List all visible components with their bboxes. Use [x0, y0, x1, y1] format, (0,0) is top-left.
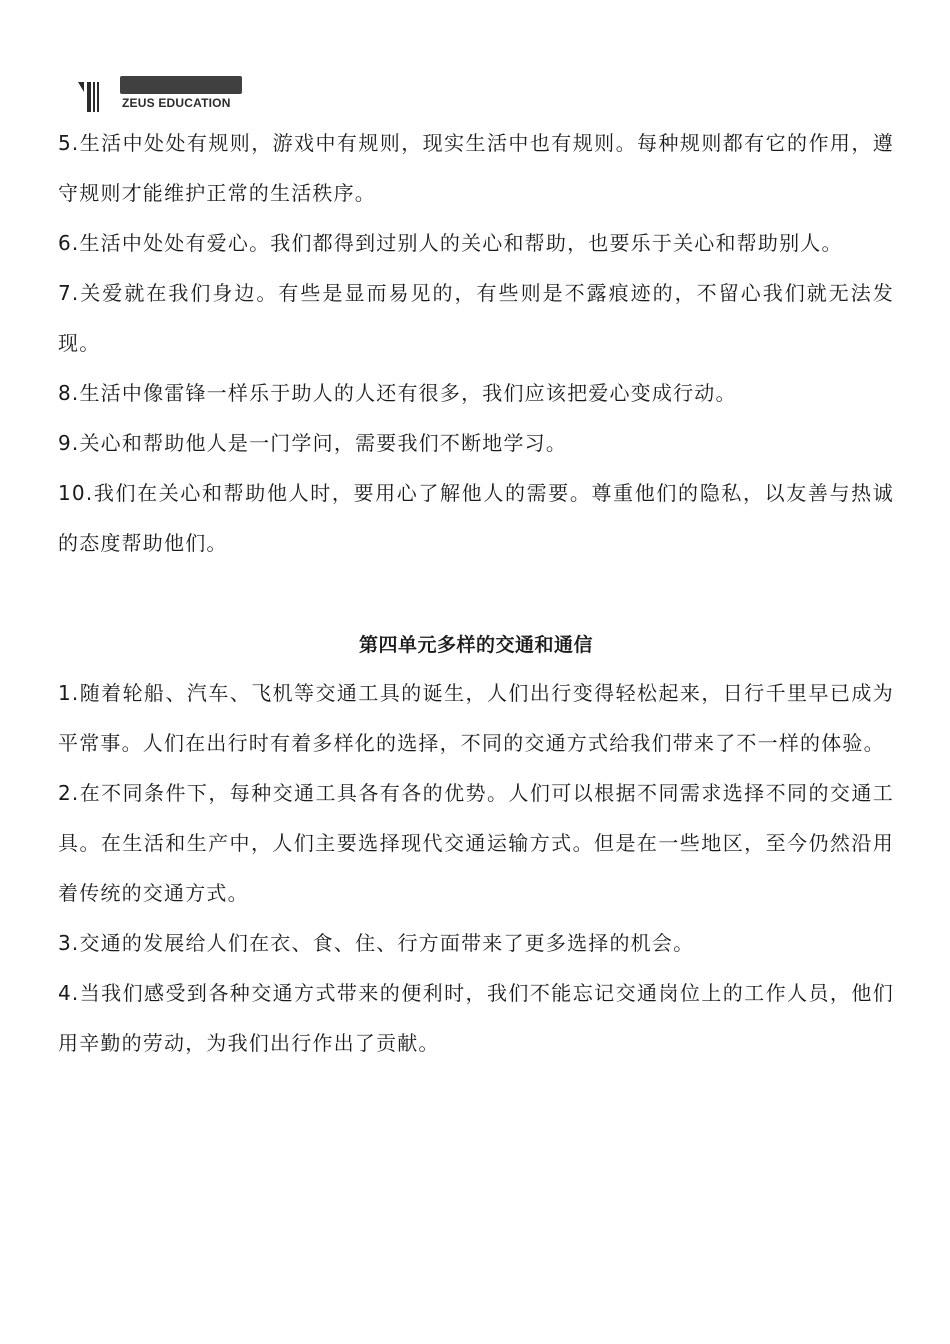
paragraph-prev-6: 6.生活中处处有爱心。我们都得到过别人的关心和帮助，也要乐于关心和帮助别人。	[58, 231, 843, 255]
paragraph-prev-7: 7.关爱就在我们身边。有些是显而易见的，有些则是不露痕迹的，不留心我们就无法发现。	[58, 281, 894, 355]
document-body	[58, 118, 894, 1068]
paragraph-unit4-4: 4.当我们感受到各种交通方式带来的便利时，我们不能忘记交通岗位上的工作人员，他们用辛勤的劳动，为我们出行作出了贡献。	[58, 981, 894, 1055]
paragraph-unit4-1: 1.随着轮船、汽车、飞机等交通工具的诞生，人们出行变得轻松起来，日行千里早已成为平常事。人们在出行时有着多样化的选择，不同的交通方式给我们带来了不一样的体验。	[58, 681, 894, 755]
logo-mark-icon	[76, 76, 102, 112]
logo-chinese-wordmark	[120, 76, 242, 94]
paragraph-unit4-3: 3.交通的发展给人们在衣、食、住、行方面带来了更多选择的机会。	[58, 931, 695, 955]
paragraph-prev-8: 8.生活中像雷锋一样乐于助人的人还有很多，我们应该把爱心变成行动。	[58, 381, 737, 405]
paragraph-unit4-2: 2.在不同条件下，每种交通工具各有各的优势。人们可以根据不同需求选择不同的交通工具。在生活和生产中，人们主要选择现代交通运输方式。但是在一些地区，至今仍然沿用着传统的交通方式。	[58, 781, 894, 905]
logo	[76, 76, 246, 112]
section-heading-unit4: 第四单元多样的交通和通信	[358, 634, 593, 656]
paragraph-prev-10: 10.我们在关心和帮助他人时，要用心了解他人的需要。尊重他们的隐私，以友善与热诚的态度帮助他们。	[58, 481, 894, 555]
paragraph-prev-9: 9.关心和帮助他人是一门学问，需要我们不断地学习。	[58, 431, 568, 455]
paragraph-prev-5: 5.生活中处处有规则，游戏中有规则，现实生活中也有规则。每种规则都有它的作用，遵守规则才能维护正常的生活秩序。	[58, 131, 894, 205]
logo-english-name: ZEUS EDUCATION	[122, 96, 231, 110]
